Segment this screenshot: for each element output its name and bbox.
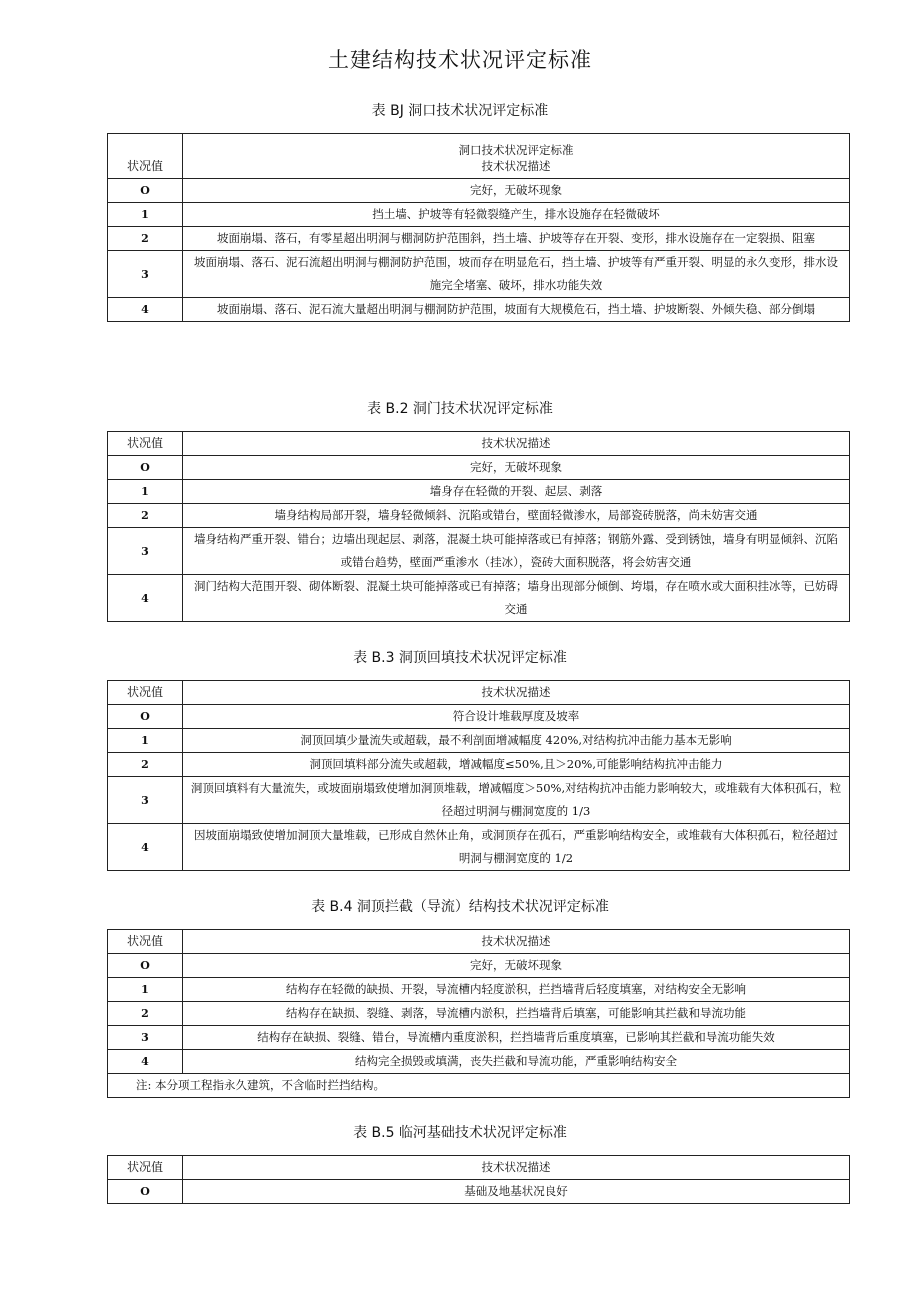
row-value: 1 [108,203,183,227]
row-value: 4 [108,1050,183,1074]
table-row [108,1026,850,1050]
row-value: 2 [108,1002,183,1026]
table-4-title: 表 B.4 洞顶拦截（导流）结构技术状况评定标准 [311,899,609,915]
table-row [108,251,850,298]
table-2 [107,431,850,622]
row-description: 基础及地基状况良好 [183,1180,850,1204]
table-row [108,575,850,622]
table-row [108,705,850,729]
row-value: 1 [108,978,183,1002]
row-value: 2 [108,504,183,528]
row-description: 完好，无破坏现象 [183,954,850,978]
row-value: 2 [108,753,183,777]
table-header-row [108,432,850,456]
row-value: 1 [108,480,183,504]
header-status-value: 状况值 [108,1156,183,1180]
row-description: 洞门结构大范围开裂、砌体断裂、混凝土块可能掉落或已有掉落；墙身出现部分倾倒、垮塌，存在喷水或大面积挂冰等，已妨碍交通 [183,575,850,622]
table-3 [107,680,850,871]
row-description: 洞顶回填料部分流失或超载，增减幅度≤50%,且＞20%,可能影响结构抗冲击能力 [183,753,850,777]
table-header-row [108,681,850,705]
row-description: 洞顶回填少量流失或超载，最不利剖面增减幅度 420%,对结构抗冲击能力基本无影响 [183,729,850,753]
row-description: 墙身结构局部开裂，墙身轻微倾斜、沉陷或错台，壁面轻微渗水，局部瓷砖脱落，尚未妨害交通 [183,504,850,528]
table-note-row [108,1074,850,1098]
row-description: 坡面崩塌、落石、泥石流超出明洞与棚洞防护范围，坡而存在明显危石，挡土墙、护坡等有严重开裂、明显的永久变形，排水设施完全堵塞、破坏，排水功能失效 [183,251,850,298]
row-description: 挡土墙、护坡等有轻微裂缝产生，排水设施存在轻微破坏 [183,203,850,227]
row-description: 洞顶回填料有大量流失，或坡面崩塌致使增加洞顶堆载，增减幅度＞50%,对结构抗冲击能力影响较大，或堆载有大体积孤石，粒径超过明洞与棚洞宽度的 1/3 [183,777,850,824]
super-header: 洞口技术状况评定标准 [458,143,574,157]
row-description: 完好，无破坏现象 [183,456,850,480]
row-description: 结构存在缺损、裂缝、错台，导流槽内重度淤积，拦挡墙背后重度填塞，已影响其拦截和导流功能失效 [183,1026,850,1050]
table-row [108,1050,850,1074]
table-row [108,954,850,978]
row-description: 墙身存在轻微的开裂、起层、剥落 [183,480,850,504]
header-description: 技术状况描述 [183,681,850,705]
table-row [108,978,850,1002]
row-value: 3 [108,777,183,824]
row-value: 4 [108,298,183,322]
row-description: 符合设计堆载厚度及坡率 [183,705,850,729]
table-3-title: 表 B.3 洞顶回填技术状况评定标准 [353,650,567,666]
header-description-label: 技术状况描述 [481,159,551,173]
row-description: 结构完全损毁或填满，丧失拦截和导流功能，严重影响结构安全 [183,1050,850,1074]
table-4 [107,929,850,1098]
row-value: 1 [108,729,183,753]
table-header-row [108,930,850,954]
table-row [108,777,850,824]
row-description: 结构存在缺损、裂缝、剥落，导流槽内淤积，拦挡墙背后填塞，可能影响其拦截和导流功能 [183,1002,850,1026]
table-row [108,227,850,251]
row-value: 3 [108,251,183,298]
row-description: 墙身结构严重开裂、错台；边墙出现起层、剥落，混凝土块可能掉落或已有掉落；钢筋外露、受到锈蚀，墙身有明显倾斜、沉陷或错台趋势，壁面严重渗水（挂冰），瓷砖大面积脱落，将会妨害交通 [183,528,850,575]
table-row [108,203,850,227]
header-description: 技术状况描述 [183,1156,850,1180]
table-row [108,753,850,777]
table-row [108,179,850,203]
row-value: O [108,705,183,729]
table-row [108,528,850,575]
table-row [108,504,850,528]
row-value: 3 [108,528,183,575]
row-value: 4 [108,824,183,871]
row-description: 完好，无破坏现象 [183,179,850,203]
table-5 [107,1155,850,1204]
table-row [108,729,850,753]
table-header-row [108,134,850,179]
table-header-row [108,1156,850,1180]
header-status-value: 状况值 [108,681,183,705]
table-2-title: 表 B.2 洞门技术状况评定标准 [367,401,553,417]
row-description: 结构存在轻微的缺损、开裂，导流槽内轻度淤积，拦挡墙背后轻度填塞，对结构安全无影响 [183,978,850,1002]
row-description: 坡面崩塌、落石、泥石流大量超出明洞与棚洞防护范围，坡面有大规模危石，挡土墙、护坡断裂、外倾失稳、部分倒塌 [183,298,850,322]
row-value: O [108,179,183,203]
row-value: O [108,1180,183,1204]
row-value: O [108,456,183,480]
table-row [108,298,850,322]
header-description: 技术状况描述 [183,930,850,954]
table-row [108,1002,850,1026]
table-row [108,480,850,504]
header-description: 技术状况描述 [183,432,850,456]
table-row [108,1180,850,1204]
header-status-value: 状况值 [108,432,183,456]
header-status-value: 状况值 [108,930,183,954]
row-description: 坡面崩塌、落石，有零星超出明洞与棚洞防护范围斜，挡土墙、护坡等存在开裂、变形，排水设施存在一定裂损、阻塞 [183,227,850,251]
table-1-title: 表 BJ 洞口技术状况评定标准 [371,103,549,119]
row-value: 2 [108,227,183,251]
row-value: 4 [108,575,183,622]
row-value: O [108,954,183,978]
table-5-title: 表 B.5 临河基础技术状况评定标准 [353,1125,567,1141]
table-1 [107,133,850,322]
table-row [108,824,850,871]
row-description: 因坡面崩塌致使增加洞顶大量堆载，已形成自然休止角，或洞顶存在孤石，严重影响结构安全，或堆载有大体积孤石，粒径超过明洞与棚洞宽度的 1/2 [183,824,850,871]
document-title: 土建结构技术状况评定标准 [328,48,592,72]
table-note: 注: 本分项工程指永久建筑，不含临时拦挡结构。 [108,1074,850,1098]
header-description [183,134,850,179]
row-value: 3 [108,1026,183,1050]
header-status-value: 状况值 [108,134,183,179]
table-row [108,456,850,480]
